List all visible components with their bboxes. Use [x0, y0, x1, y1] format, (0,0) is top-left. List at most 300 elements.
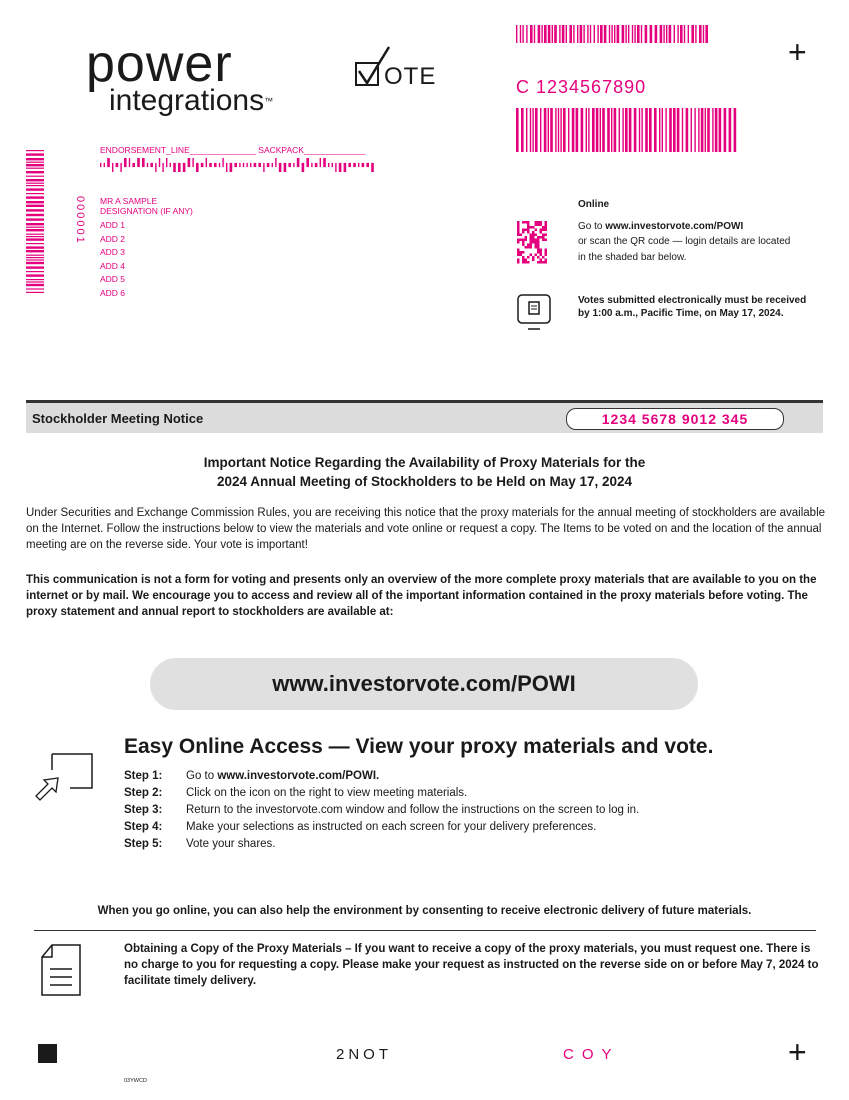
barcode-bar	[637, 25, 640, 43]
barcode-bar	[686, 108, 689, 152]
barcode-bar	[573, 25, 574, 43]
barcode-bar	[563, 108, 566, 152]
barcode-bar	[137, 158, 140, 167]
qr-module	[537, 261, 540, 264]
qr-module	[537, 239, 540, 242]
qr-module	[540, 259, 543, 262]
qr-module	[525, 246, 528, 249]
crop-mark-plus-bottom: +	[788, 1034, 807, 1070]
barcode-bar	[516, 108, 519, 152]
qr-module	[545, 224, 548, 227]
barcode-bar	[719, 108, 722, 152]
qr-module	[527, 261, 530, 264]
barcode-bar	[659, 108, 660, 152]
barcode-bar	[26, 162, 44, 163]
barcode-bar	[339, 163, 342, 172]
barcode-bar	[246, 163, 247, 167]
click-pointer-icon	[34, 752, 94, 808]
qr-module	[545, 229, 548, 232]
barcode-bar	[116, 163, 119, 167]
online-instructions-1	[578, 220, 743, 233]
barcode-bar	[26, 218, 44, 220]
step-3-text: Return to the investorvote.com window and follow the instructions on the screen to log in.	[186, 804, 640, 816]
investorvote-url-pill[interactable]: www.investorvote.com/POWI	[150, 658, 698, 710]
barcode-bar	[552, 25, 553, 43]
barcode-bar	[26, 279, 44, 280]
barcode-bar	[26, 183, 44, 184]
qr-module	[527, 244, 530, 247]
barcode-bar	[691, 25, 694, 43]
qr-module	[517, 234, 520, 237]
barcode-bar	[104, 163, 105, 167]
barcode-bar	[577, 25, 578, 43]
barcode-bar	[26, 158, 44, 160]
address-line-3: ADD 1	[100, 220, 126, 230]
barcode-bar	[209, 163, 212, 167]
control-number: C 1234567890	[516, 77, 647, 97]
barcode-bar	[159, 158, 160, 167]
vertical-id	[74, 196, 88, 256]
barcode-bar	[530, 108, 531, 152]
qr-module	[517, 259, 520, 262]
barcode-bar	[607, 108, 610, 152]
barcode-bar	[26, 284, 44, 286]
qr-module	[540, 229, 543, 232]
qr-module	[522, 229, 525, 232]
barcode-bar	[26, 201, 44, 203]
barcode-bar	[142, 158, 145, 167]
qr-module	[527, 226, 530, 229]
qr-module	[525, 259, 528, 262]
qr-module	[537, 246, 540, 249]
barcode-bar	[284, 163, 287, 172]
barcode-bar	[26, 274, 44, 276]
divider	[34, 930, 816, 931]
barcode-bar	[669, 25, 672, 43]
barcode-bar	[548, 108, 549, 152]
qr-module	[540, 249, 543, 252]
qr-module	[532, 239, 535, 242]
barcode-bar	[619, 108, 620, 152]
barcode-bar	[170, 163, 171, 167]
logo-integrations-text	[109, 86, 273, 116]
qr-module	[532, 259, 535, 262]
barcode-bar	[26, 179, 44, 181]
barcode-bar	[548, 25, 551, 43]
qr-module	[540, 236, 543, 239]
barcode-bar	[576, 108, 579, 152]
address-line-8: ADD 6	[100, 288, 126, 298]
copy-request-paragraph: Obtaining a Copy of the Proxy Materials – If you want to receive a copy of the proxy materials, you must request one. There is no charge to you for requesting a copy. Please make your request as instructed on the reverse side on or before May 7, 2024 to facilitate timely delivery.	[124, 943, 819, 987]
barcode-bar	[540, 108, 541, 152]
barcode-bar	[196, 163, 199, 172]
qr-module	[537, 244, 540, 247]
barcode-bar	[348, 163, 351, 167]
barcode-bar	[609, 25, 610, 43]
qr-module	[542, 226, 545, 229]
barcode-bar	[559, 25, 560, 43]
qr-module	[535, 254, 538, 257]
barcode-bar	[162, 163, 163, 172]
barcode-bar	[234, 163, 237, 167]
qr-module	[525, 236, 528, 239]
barcode-bar	[201, 163, 204, 167]
barcode-bar	[26, 292, 44, 293]
barcode-bar	[666, 25, 667, 43]
barcode-bar	[634, 108, 637, 152]
online-go-to: Go to	[578, 221, 606, 232]
barcode-bar	[516, 25, 517, 43]
qr-module	[540, 221, 543, 224]
barcode-bar	[26, 209, 44, 211]
barcode-bar	[26, 236, 44, 237]
barcode-bar	[328, 163, 329, 167]
crop-mark-plus-top: +	[788, 34, 807, 70]
barcode-bar	[120, 163, 121, 172]
qr-module	[517, 226, 520, 229]
barcode-bar	[699, 25, 702, 43]
qr-module	[535, 246, 538, 249]
barcode-bar	[311, 163, 312, 167]
qr-module	[520, 239, 523, 242]
barcode-bar	[26, 185, 44, 186]
barcode-bar	[703, 25, 704, 43]
barcode-bar	[535, 108, 538, 152]
barcode-bar	[26, 229, 44, 231]
step-1	[124, 769, 379, 784]
logo-integrations-word: integrations	[109, 84, 265, 117]
online-instructions-2: or scan the QR code — login details are located	[578, 236, 791, 247]
barcode-bar	[26, 257, 44, 258]
bottom-code-mid: 2NOT	[336, 1046, 393, 1063]
barcode-bar	[645, 108, 648, 152]
qr-module	[522, 251, 525, 254]
qr-module	[532, 234, 535, 237]
barcode-bar	[665, 108, 666, 152]
environment-note: When you go online, you can also help the environment by consenting to receive electronic delivery of future materials.	[97, 905, 752, 917]
qr-module	[540, 261, 543, 264]
easy-access-title: Easy Online Access — View your proxy materials and vote.	[124, 735, 714, 758]
barcode-bar	[572, 108, 575, 152]
barcode-bar	[353, 163, 356, 167]
qr-module	[545, 234, 548, 237]
barcode-bar	[669, 108, 672, 152]
barcode-bar	[614, 25, 615, 43]
step-5-key: Step 5:	[124, 838, 163, 850]
barcode-bar	[112, 163, 113, 172]
qr-module	[532, 226, 535, 229]
barcode-bar	[254, 163, 257, 167]
notice-bar-label: Stockholder Meeting Notice	[32, 411, 204, 426]
registration-square	[38, 1044, 57, 1063]
barcode-bar	[628, 25, 629, 43]
qr-module	[542, 261, 545, 264]
qr-module	[537, 224, 540, 227]
step-1-key: Step 1:	[124, 770, 163, 782]
step-1-url[interactable]: www.investorvote.com/POWI.	[217, 770, 380, 782]
barcode-bar	[641, 25, 642, 43]
barcode-bar	[206, 158, 207, 167]
barcode-bar	[625, 25, 626, 43]
barcode-bar	[534, 25, 535, 43]
qr-module	[527, 246, 530, 249]
barcode-bar	[526, 108, 527, 152]
qr-module	[540, 251, 543, 254]
qr-module	[517, 224, 520, 227]
form-code: 03YWCD	[124, 1078, 147, 1084]
barcode-bar	[694, 108, 695, 152]
qr-module	[542, 234, 545, 237]
qr-module	[527, 221, 530, 224]
step-2-text: Click on the icon on the right to view meeting materials.	[186, 787, 468, 799]
qr-module	[532, 256, 535, 259]
barcode-bar	[639, 108, 640, 152]
qr-module	[535, 244, 538, 247]
barcode-bar	[566, 25, 567, 43]
bold-paragraph: This communication is not a form for voting and presents only an overview of the more complete proxy materials that are available to you on the internet or by mail. We encourage you to access and review all of the important information contained in the proxy materials before voting. The proxy statement and annual report to stockholders are available at:	[26, 574, 817, 618]
barcode-bar	[562, 25, 565, 43]
barcode-bar	[654, 108, 657, 152]
barcode-bar	[219, 163, 220, 167]
barcode-bar	[173, 163, 176, 172]
barcode-bar	[587, 25, 588, 43]
barcode-bar	[611, 25, 612, 43]
monitor-icon	[516, 293, 552, 333]
qr-module	[525, 221, 528, 224]
barcode-bar	[600, 25, 603, 43]
qr-module	[545, 259, 548, 262]
barcode-bar	[147, 163, 148, 167]
barcode-bar	[26, 238, 44, 240]
barcode-bar	[26, 193, 44, 194]
barcode-bar	[532, 108, 533, 152]
barcode-bar	[660, 25, 663, 43]
barcode-bar	[366, 163, 369, 167]
trademark-symbol: ™	[264, 96, 274, 106]
qr-module	[522, 239, 525, 242]
barcode-bar	[129, 158, 130, 167]
barcode-bar	[554, 25, 557, 43]
barcode-bar	[26, 243, 44, 244]
postal-barcode	[100, 158, 378, 172]
barcode-bar	[663, 25, 664, 43]
barcode-bar	[695, 25, 696, 43]
barcode-bar	[662, 108, 663, 152]
qr-module	[525, 239, 528, 242]
barcode-bar	[632, 25, 633, 43]
barcode-bar	[580, 25, 583, 43]
qr-module	[542, 256, 545, 259]
barcode-bar	[183, 163, 186, 172]
qr-module	[527, 224, 530, 227]
qr-module	[522, 261, 525, 264]
qr-module	[532, 236, 535, 239]
qr-module	[535, 221, 538, 224]
barcode-bar	[230, 163, 233, 172]
qr-module	[535, 241, 538, 244]
barcode-bar	[586, 108, 587, 152]
online-instructions-3: in the shaded bar below.	[578, 252, 687, 263]
barcode-bar	[538, 25, 541, 43]
qr-module	[522, 256, 525, 259]
barcode-bar	[250, 163, 251, 167]
barcode-bar	[306, 158, 309, 167]
notice-bar	[26, 400, 823, 433]
qr-module	[545, 239, 548, 242]
barcode-bar	[192, 158, 193, 167]
notice-heading-line-2: 2024 Annual Meeting of Stockholders to be Held on May 17, 2024	[216, 474, 633, 489]
barcode-bar	[701, 108, 704, 152]
barcode-bar	[26, 259, 44, 260]
step-1-prefix: Go to	[186, 770, 218, 782]
barcode-bar	[530, 25, 533, 43]
address-line-2: DESIGNATION (IF ANY)	[100, 206, 193, 216]
barcode-bar	[26, 234, 44, 235]
qr-module	[517, 241, 520, 244]
barcode-bar	[625, 108, 628, 152]
barcode-bar	[592, 108, 595, 152]
step-2-key: Step 2:	[124, 787, 163, 799]
barcode-bar	[26, 153, 44, 155]
barcode-bar	[222, 158, 223, 167]
barcode-bar	[568, 108, 569, 152]
qr-module	[540, 231, 543, 234]
control-barcode	[516, 108, 739, 152]
qr-module	[530, 236, 533, 239]
barcode-bar	[544, 25, 547, 43]
barcode-bar	[344, 163, 347, 172]
step-4-text: Make your selections as instructed on each screen for your delivery preferences.	[186, 821, 597, 833]
barcode-bar	[26, 255, 44, 256]
address-line-4: ADD 2	[100, 234, 126, 244]
barcode-bar	[604, 25, 607, 43]
barcode-bar	[100, 163, 101, 167]
qr-module	[535, 224, 538, 227]
barcode-bar	[155, 163, 156, 172]
qr-module	[542, 236, 545, 239]
barcode-bar	[26, 271, 44, 272]
barcode-bar	[188, 158, 191, 167]
barcode-bar	[729, 108, 732, 152]
barcode-bar	[275, 158, 276, 167]
step-3-key: Step 3:	[124, 804, 163, 816]
barcode-bar	[641, 108, 642, 152]
bottom-code-right: COY	[563, 1046, 620, 1063]
qr-module	[545, 221, 548, 224]
notice-heading-line-1: Important Notice Regarding the Availability of Proxy Materials for the	[203, 455, 646, 470]
barcode-bar	[26, 171, 44, 173]
barcode-bar	[680, 25, 683, 43]
barcode-bar	[26, 223, 44, 225]
barcode-bar	[622, 108, 623, 152]
step-4	[124, 820, 596, 835]
barcode-bar	[293, 163, 294, 167]
barcode-bar	[26, 168, 44, 169]
barcode-bar	[26, 262, 44, 264]
barcode-bar	[629, 108, 632, 152]
qr-module	[532, 241, 535, 244]
barcode-bar	[26, 227, 44, 228]
qr-module	[545, 254, 548, 257]
qr-module	[537, 256, 540, 259]
qr-module	[517, 229, 520, 232]
online-title: Online	[578, 199, 610, 210]
barcode-bar	[26, 205, 44, 207]
barcode-bar	[166, 158, 167, 167]
barcode-bar	[645, 25, 648, 43]
barcode-bar	[688, 25, 689, 43]
qr-module	[517, 261, 520, 264]
barcode-bar	[611, 108, 612, 152]
barcode-bar	[258, 163, 261, 167]
barcode-bar	[583, 25, 584, 43]
qr-module	[535, 229, 538, 232]
qr-module	[522, 241, 525, 244]
qr-module	[530, 239, 533, 242]
access-code-pill: 1234 5678 9012 345	[566, 408, 784, 430]
barcode-bar	[691, 108, 692, 152]
qr-module	[532, 231, 535, 234]
qr-module	[520, 234, 523, 237]
barcode-bar	[673, 108, 676, 152]
step-5	[124, 837, 276, 852]
barcode-bar	[614, 108, 617, 152]
barcode-bar	[677, 25, 678, 43]
barcode-bar	[634, 25, 635, 43]
qr-module	[517, 231, 520, 234]
barcode-bar	[544, 108, 547, 152]
address-line-7: ADD 5	[100, 274, 126, 284]
barcode-bar	[724, 108, 727, 152]
barcode-bar	[558, 108, 559, 152]
address-line-1: MR A SAMPLE	[100, 196, 158, 206]
barcode-bar	[555, 108, 556, 152]
qr-module	[517, 251, 520, 254]
deadline-line-1: Votes submitted electronically must be received	[578, 295, 807, 306]
barcode-bar	[560, 108, 561, 152]
barcode-bar	[26, 196, 44, 198]
qr-module	[537, 236, 540, 239]
barcode-bar	[26, 150, 44, 151]
barcode-bar	[588, 108, 589, 152]
barcode-bar	[698, 108, 699, 152]
barcode-bar	[734, 108, 737, 152]
qr-module	[520, 254, 523, 257]
address-line-5: ADD 3	[100, 247, 126, 257]
qr-module	[540, 224, 543, 227]
barcode-bar	[594, 25, 595, 43]
barcode-bar	[371, 163, 374, 172]
qr-module	[545, 226, 548, 229]
step-2	[124, 786, 467, 801]
barcode-bar	[315, 163, 318, 167]
qr-module	[522, 221, 525, 224]
barcode-bar	[550, 108, 553, 152]
document-icon	[40, 943, 84, 999]
qr-module	[527, 256, 530, 259]
qr-module	[545, 249, 548, 252]
barcode-bar	[674, 25, 675, 43]
barcode-bar	[297, 158, 300, 167]
online-url[interactable]: www.investorvote.com/POWI	[605, 221, 744, 232]
barcode-bar	[272, 163, 273, 167]
barcode-bar	[569, 25, 572, 43]
qr-module	[537, 241, 540, 244]
barcode-bar	[335, 163, 336, 172]
barcode-bar	[26, 288, 44, 289]
barcode-bar	[263, 163, 264, 172]
step-5-text: Vote your shares.	[186, 838, 276, 850]
